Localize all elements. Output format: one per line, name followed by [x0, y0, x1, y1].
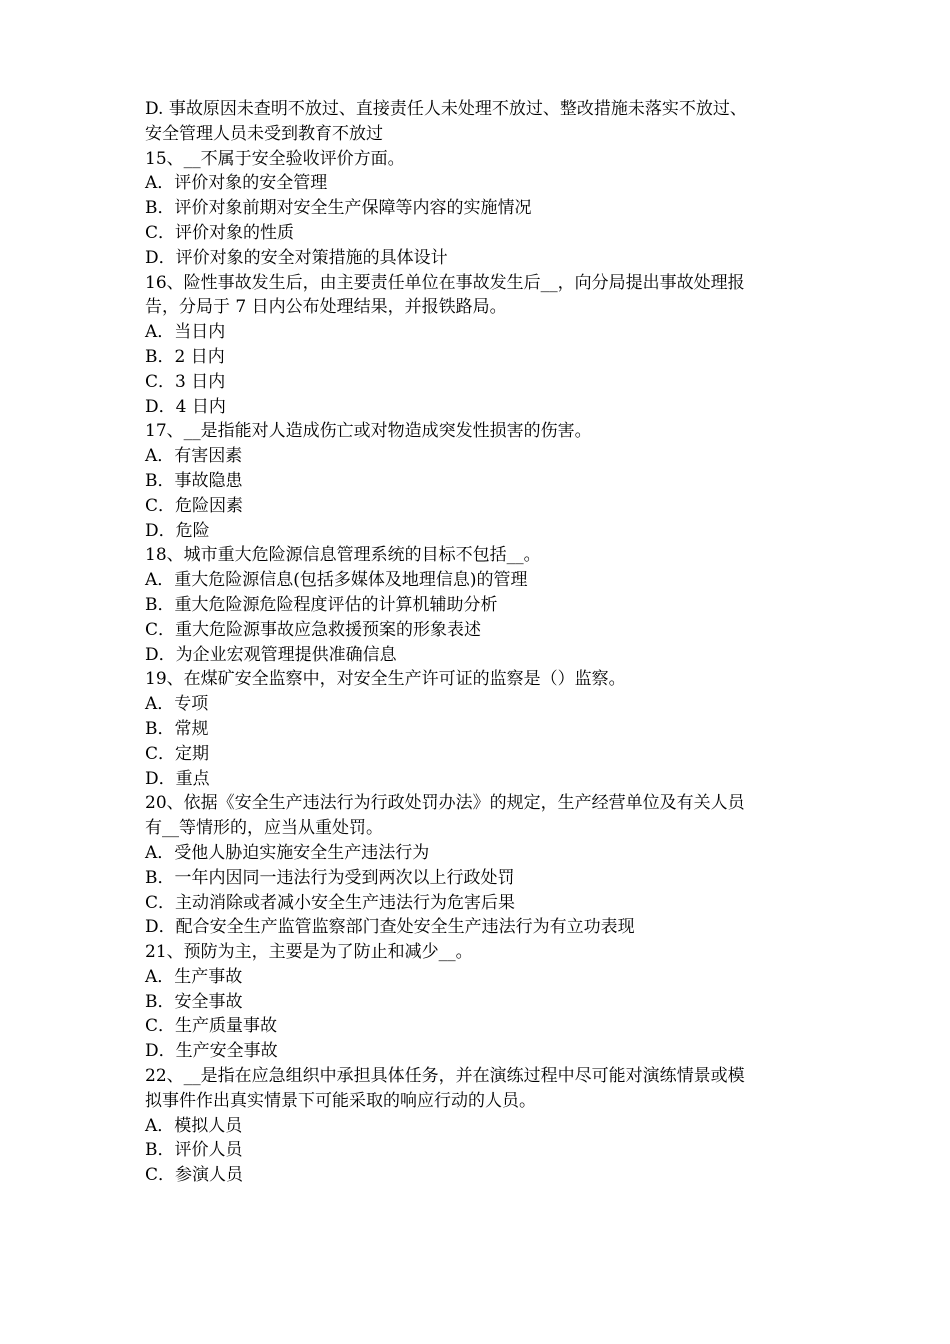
answer-option: B．评价对象前期对安全生产保障等内容的实施情况 [145, 198, 532, 219]
answer-option: A．当日内 [145, 322, 226, 343]
answer-option: B．评价人员 [145, 1140, 243, 1161]
question-stem: 19、在煤矿安全监察中，对安全生产许可证的监察是（）监察。 [145, 669, 626, 690]
question-stem: 有__等情形的，应当从重处罚。 [145, 818, 383, 839]
answer-option: A．有害因素 [145, 446, 243, 467]
answer-option: D．重点 [145, 768, 210, 789]
question-stem: 21、预防为主，主要是为了防止和减少__。 [145, 942, 473, 963]
answer-option: C．主动消除或者减小安全生产违法行为危害后果 [145, 892, 516, 913]
answer-option: A．模拟人员 [145, 1115, 243, 1136]
answer-option: C．3 日内 [145, 371, 226, 392]
answer-option: A．生产事故 [145, 966, 243, 987]
answer-option: D．配合安全生产监管监察部门查处安全生产违法行为有立功表现 [145, 917, 635, 938]
text-line: D. 事故原因未查明不放过、直接责任人未处理不放过、整改措施未落实不放过、 [145, 99, 747, 119]
answer-option: B．常规 [145, 718, 209, 739]
question-stem: 拟事件作出真实情景下可能采取的响应行动的人员。 [145, 1090, 536, 1111]
answer-option: D．4 日内 [145, 396, 226, 417]
text-line: 安全管理人员未受到教育不放过 [145, 123, 383, 144]
answer-option: D．危险 [145, 520, 210, 541]
answer-option: B．事故隐患 [145, 470, 243, 491]
answer-option: A．重大危险源信息(包括多媒体及地理信息)的管理 [145, 570, 528, 591]
document-page [145, 97, 825, 1188]
question-stem: 16、险性事故发生后，由主要责任单位在事故发生后__，向分局提出事故处理报 [145, 272, 745, 293]
answer-option: B．一年内因同一违法行为受到两次以上行政处罚 [145, 867, 515, 888]
answer-option: D．生产安全事故 [145, 1041, 278, 1062]
answer-option: D．评价对象的安全对策措施的具体设计 [145, 247, 448, 268]
question-stem: 20、依据《安全生产违法行为行政处罚办法》的规定，生产经营单位及有关人员 [145, 793, 745, 814]
answer-option: B．安全事故 [145, 991, 243, 1012]
question-stem: 17、__是指能对人造成伤亡或对物造成突发性损害的伤害。 [145, 421, 592, 442]
question-stem: 告，分局于 7 日内公布处理结果，并报铁路局。 [145, 297, 507, 318]
answer-option: C．定期 [145, 743, 210, 764]
answer-option: D．为企业宏观管理提供准确信息 [145, 644, 397, 665]
answer-option: C．重大危险源事故应急救援预案的形象表述 [145, 619, 482, 640]
answer-option: B．重大危险源危险程度评估的计算机辅助分析 [145, 594, 498, 615]
question-stem: 18、城市重大危险源信息管理系统的目标不包括__。 [145, 545, 541, 566]
question-stem: 15、__不属于安全验收评价方面。 [145, 148, 405, 169]
answer-option: A．评价对象的安全管理 [145, 173, 328, 194]
answer-option: C．危险因素 [145, 495, 244, 516]
answer-option: B．2 日内 [145, 346, 225, 367]
answer-option: A．受他人胁迫实施安全生产违法行为 [145, 842, 430, 863]
question-stem: 22、__是指在应急组织中承担具体任务，并在演练过程中尽可能对演练情景或模 [145, 1066, 745, 1087]
answer-option: C．评价对象的性质 [145, 222, 295, 243]
answer-option: C．生产质量事故 [145, 1016, 278, 1037]
answer-option: C．参演人员 [145, 1165, 244, 1186]
answer-option: A．专项 [145, 694, 209, 715]
